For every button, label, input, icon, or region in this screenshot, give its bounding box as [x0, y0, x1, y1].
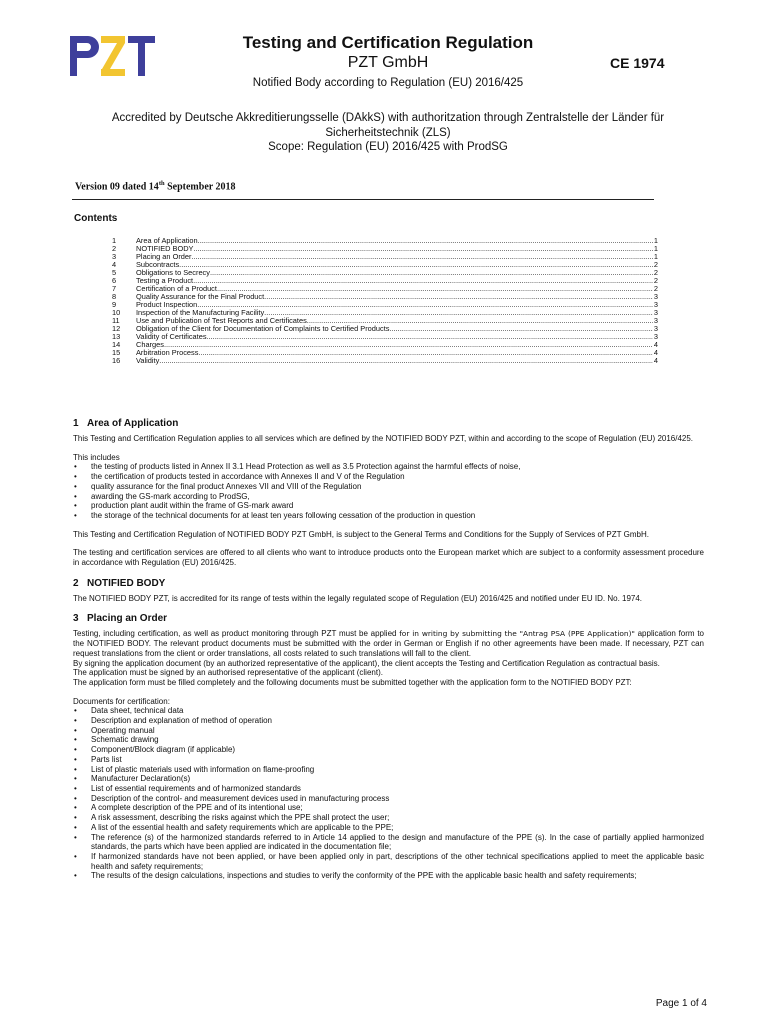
list-item: • A complete description of the PPE and of its intentional use; [73, 803, 704, 813]
toc-page: 3 [653, 292, 658, 301]
company-name: PZT GmbH [347, 54, 429, 71]
toc-title: NOTIFIED BODY [136, 244, 194, 253]
toc-number: 8 [112, 292, 117, 301]
paragraph: The NOTIFIED BODY PZT, is accredited for its range of tests within the legally regulated scope of Regulation (EU) 2016/425 and notified under EU ID. No. 1974. [73, 593, 643, 603]
toc-number: 11 [112, 316, 120, 325]
toc-title: Obligations to Secrecy [136, 268, 210, 277]
toc-title: Validity [136, 356, 160, 365]
toc-number: 10 [112, 308, 121, 317]
toc-leader [198, 237, 653, 245]
toc-page: 4 [653, 340, 658, 349]
toc-leader [164, 341, 653, 349]
toc-title: Area of Application [136, 236, 198, 245]
toc-leader [193, 277, 653, 285]
toc-number: 6 [112, 276, 117, 285]
list-item: • production plant audit within the frame of GS-mark award [73, 501, 704, 511]
bullet-list [73, 462, 704, 520]
toc-page: 2 [653, 260, 658, 269]
list-item: • Data sheet, technical data [73, 706, 704, 716]
list-item: • The results of the design calculations, inspections and studies to verify the conformity of the PPE with the applicable basic health and safety requirements; [73, 871, 704, 881]
toc-leader [217, 285, 653, 293]
accreditation-line-1: Accredited by Deutsche Akkreditierungsselle (DAkkS) with authoritzation through Zentralstelle der Länder für [111, 112, 665, 124]
toc-title: Charges [136, 340, 164, 349]
section-heading-1: 1 Area of Application [73, 418, 179, 429]
paragraph: The application must be signed by an authorised representative of the applicant (client). [73, 668, 383, 678]
ce-number: CE 1974 [610, 55, 665, 71]
toc-leader [191, 253, 652, 261]
toc-leader [194, 245, 653, 253]
toc-page: 2 [653, 276, 658, 285]
toc-title: Arbitration Process [136, 348, 199, 357]
toc-leader [197, 301, 653, 309]
toc-page: 3 [653, 324, 658, 333]
list-item: • List of essential requirements and of harmonized standards [73, 784, 704, 794]
toc-title: Inspection of the Manufacturing Facility [136, 308, 265, 317]
list-item: • Operating manual [73, 726, 704, 736]
paragraph: Documents for certification: [73, 696, 170, 706]
paragraph: This includes [73, 452, 120, 462]
toc-page: 3 [653, 308, 658, 317]
list-item: • Manufacturer Declaration(s) [73, 774, 704, 784]
toc-number: 12 [112, 324, 121, 333]
toc-page: 2 [653, 284, 658, 293]
toc-page: 3 [653, 316, 658, 325]
toc-title: Obligation of the Client for Documentation of Complaints to Certified Products [136, 324, 390, 333]
toc-title: Use and Publication of Test Reports and Certificates [136, 316, 307, 325]
toc-item[interactable] [112, 245, 658, 253]
toc-leader [159, 357, 653, 365]
toc-leader [264, 293, 653, 301]
list-item: • A risk assessment, describing the risks against which the PPE shall protect the user; [73, 813, 704, 823]
paragraph: This Testing and Certification Regulation applies to all services which are defined by the NOTIFIED BODY PZT, within and according to the scope of Regulation (EU) 2016/425. [73, 434, 694, 443]
toc-number: 3 [112, 252, 117, 261]
paragraph: Testing, including certification, as well as product monitoring through PZT must be applied for in writing by submitting the "Antrag PSA (PPE Application)" application form to the NOTIFIED BODY. The relevant product documents must be submitted with the order in German or English if no other agreements have been made. If necessary, PZT can request translations from the client or order translations, all costs related to such translations will fall to the client. [73, 629, 704, 658]
toc-page: 3 [653, 300, 658, 309]
pzt-logo-icon [70, 34, 156, 78]
list-item: • awarding the GS-mark according to ProdSG, [73, 492, 704, 502]
toc-leader [198, 349, 652, 357]
document-body [73, 418, 704, 890]
version-line: Version 09 dated 14th September 2018 [75, 180, 236, 193]
toc-page: 1 [653, 252, 658, 261]
list-item: • Schematic drawing [73, 735, 704, 745]
list-item: • List of plastic materials used with information on flame-proofing [73, 765, 704, 775]
list-item: • Component/Block diagram (if applicable) [73, 745, 704, 755]
header-title-block [170, 32, 606, 92]
toc-leader [210, 269, 653, 277]
accreditation-line-2: Sicherheitstechnik (ZLS) [325, 126, 451, 139]
toc-number: 9 [112, 300, 117, 309]
section-heading-2: 2 NOTIFIED BODY [73, 577, 166, 589]
page-number: Page 1 of 4 [655, 998, 707, 1009]
divider [72, 199, 654, 200]
paragraph: The application form must be filled completely and the following documents must be submitted together with the application form to the NOTIFIED BODY PZT: [73, 677, 632, 687]
paragraph: The testing and certification services are offered to all clients who want to introduce products onto the European market which are subject to a conformity assessment procedure in accordance with Regulation (EU) 2016/425. [73, 548, 704, 568]
toc-page: 4 [653, 348, 658, 357]
toc-page: 2 [653, 268, 658, 277]
toc-title: Quality Assurance for the Final Product [136, 292, 265, 301]
toc-number: 13 [112, 332, 121, 341]
toc-page: 3 [653, 332, 658, 341]
toc-leader [389, 325, 652, 333]
toc-number: 15 [112, 348, 121, 357]
toc-page: 1 [653, 244, 658, 253]
paragraph: This Testing and Certification Regulation of NOTIFIED BODY PZT GmbH, is subject to the General Terms and Conditions for the Supply of Services of PZT GmbH. [73, 529, 649, 539]
list-item: • A list of the essential health and safety requirements which are applicable to the PPE; [73, 823, 704, 833]
document-title: Testing and Certification Regulation [242, 33, 534, 52]
toc-page: 1 [653, 236, 658, 245]
toc-title: Testing a Product [136, 276, 194, 285]
list-item: • quality assurance for the final product Annexes VII and VIII of the Regulation [73, 482, 704, 492]
toc-title: Placing an Order [136, 252, 192, 261]
toc-title: Product Inspection [136, 300, 198, 309]
toc-leader [264, 309, 653, 317]
list-item: • If harmonized standards have not been applied, or have been applied only in part, descriptions of the other technical specifications applied to meet the applicable basic health and safety requirements; [73, 852, 704, 871]
list-item: • Parts list [73, 755, 704, 765]
toc-title: Certification of a Product [136, 284, 217, 293]
toc-item[interactable] [112, 269, 658, 277]
toc-number: 16 [112, 356, 121, 365]
toc-number: 4 [112, 260, 117, 269]
toc-page: 4 [653, 356, 658, 365]
list-item: • The reference (s) of the harmonized standards referred to in Article 14 applied to the design and manufacture of the PPE (s). In the case of partially applied harmonized standards, the parts which have been applied are indicated in the documentation file; [73, 833, 704, 852]
scope-line: Scope: Regulation (EU) 2016/425 with ProdSG [268, 141, 508, 153]
paragraph: By signing the application document (by an authorized representative of the applicant), the client accepts the Testing and Certification Regulation as contractual basis. [73, 658, 660, 668]
list-item: • Description of the control- and measurement devices used in manufacturing process [73, 794, 704, 804]
toc-number: 2 [112, 244, 117, 253]
toc-title: Validity of Certificates [136, 332, 207, 341]
toc-leader [207, 333, 653, 341]
section-heading-3: 3 Placing an Order [73, 613, 168, 625]
toc-number: 1 [112, 236, 117, 245]
accreditation-block [60, 111, 716, 155]
list-item: • the certification of products tested in accordance with Annexes II and V of the Regulation [73, 472, 704, 482]
contents-heading: Contents [74, 213, 118, 224]
list-item: • the testing of products listed in Annex II 3.1 Head Protection as well as 3.5 Protection against the harmful effects of noise, [73, 462, 704, 472]
toc-item[interactable] [112, 253, 658, 261]
toc-item[interactable] [112, 349, 658, 357]
list-item: • the storage of the technical documents for at least ten years following cessation of the production in question [73, 511, 704, 521]
notified-body-line: Notified Body according to Regulation (EU) 2016/425 [252, 77, 524, 89]
table-of-contents [112, 237, 658, 365]
toc-number: 5 [112, 268, 117, 277]
toc-item[interactable] [112, 333, 658, 341]
toc-number: 14 [112, 340, 121, 349]
toc-leader [179, 261, 653, 269]
bullet-list [73, 706, 704, 881]
toc-number: 7 [112, 284, 117, 293]
list-item: • Description and explanation of method of operation [73, 716, 704, 726]
toc-title: Subcontracts [136, 260, 180, 269]
toc-item[interactable] [112, 357, 658, 365]
